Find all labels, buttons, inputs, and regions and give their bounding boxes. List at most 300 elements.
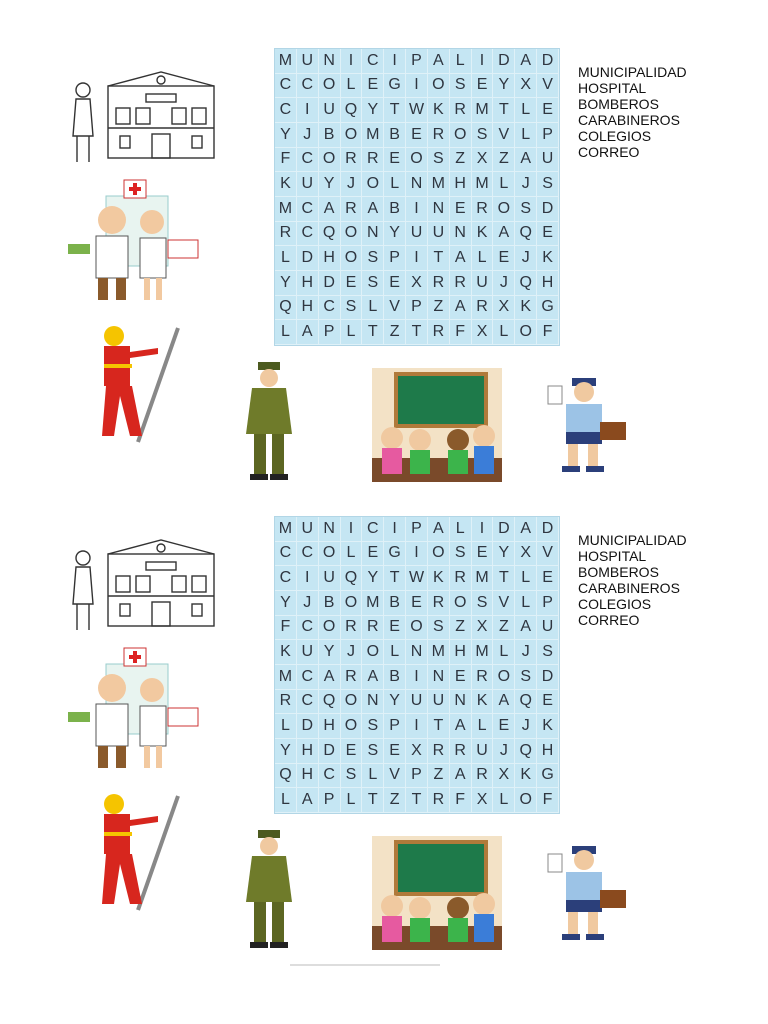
grid-letter: B — [384, 591, 406, 616]
grid-letter: T — [406, 320, 428, 345]
grid-letter: R — [362, 616, 384, 641]
grid-letter: A — [362, 197, 384, 222]
grid-letter: D — [537, 517, 559, 542]
police-illustration — [240, 828, 300, 950]
grid-letter: M — [362, 123, 384, 148]
grid-letter: C — [275, 98, 297, 123]
grid-letter: E — [384, 271, 406, 296]
grid-letter: Q — [341, 566, 363, 591]
grid-letter: E — [493, 246, 515, 271]
grid-letter: N — [406, 640, 428, 665]
grid-letter: Y — [362, 98, 384, 123]
grid-letter: Y — [362, 566, 384, 591]
word-item: BOMBEROS — [578, 96, 659, 112]
grid-letter: R — [428, 739, 450, 764]
grid-letter: I — [406, 246, 428, 271]
grid-letter: Z — [493, 616, 515, 641]
grid-letter: R — [275, 690, 297, 715]
grid-letter: A — [515, 148, 537, 173]
grid-letter: X — [406, 739, 428, 764]
grid-letter: V — [537, 74, 559, 99]
grid-letter: L — [275, 788, 297, 813]
word-item: MUNICIPALIDAD — [578, 532, 687, 548]
firefighter-illustration — [96, 324, 182, 446]
grid-letter: R — [428, 591, 450, 616]
grid-letter: T — [384, 98, 406, 123]
grid-letter: Y — [384, 690, 406, 715]
grid-letter: P — [537, 123, 559, 148]
word-item: CORREO — [578, 144, 640, 160]
grid-letter: D — [297, 246, 319, 271]
grid-letter: C — [297, 74, 319, 99]
grid-letter: H — [450, 172, 472, 197]
grid-letter: T — [362, 320, 384, 345]
grid-letter: P — [406, 517, 428, 542]
grid-letter: X — [493, 296, 515, 321]
grid-letter: U — [319, 98, 341, 123]
grid-letter: M — [275, 665, 297, 690]
grid-letter: P — [406, 296, 428, 321]
grid-letter: O — [341, 714, 363, 739]
word-search-section-2 — [0, 516, 768, 976]
grid-letter: S — [341, 764, 363, 789]
grid-letter: X — [515, 542, 537, 567]
grid-letter: A — [450, 764, 472, 789]
grid-letter: R — [450, 739, 472, 764]
grid-letter: M — [472, 640, 494, 665]
grid-letter: U — [406, 690, 428, 715]
grid-letter: E — [406, 591, 428, 616]
grid-letter: N — [406, 172, 428, 197]
grid-letter: L — [362, 764, 384, 789]
grid-letter: Q — [341, 98, 363, 123]
grid-letter: M — [472, 98, 494, 123]
grid-letter: N — [450, 690, 472, 715]
grid-letter: X — [472, 148, 494, 173]
grid-letter: Z — [450, 616, 472, 641]
grid-letter: U — [428, 222, 450, 247]
grid-letter: A — [362, 665, 384, 690]
grid-letter: H — [319, 714, 341, 739]
grid-letter: F — [275, 148, 297, 173]
grid-letter: U — [297, 49, 319, 74]
grid-letter: S — [537, 172, 559, 197]
grid-letter: B — [319, 591, 341, 616]
grid-letter: R — [341, 148, 363, 173]
grid-letter: U — [319, 566, 341, 591]
grid-letter: E — [493, 714, 515, 739]
grid-letter: A — [515, 49, 537, 74]
grid-letter: Q — [515, 271, 537, 296]
grid-letter: E — [406, 123, 428, 148]
grid-letter: R — [472, 296, 494, 321]
grid-letter: O — [341, 222, 363, 247]
hospital-illustration — [68, 178, 204, 306]
grid-letter: L — [275, 320, 297, 345]
grid-letter: Y — [275, 123, 297, 148]
word-item: COLEGIOS — [578, 128, 652, 144]
grid-letter: Z — [384, 320, 406, 345]
grid-letter: S — [362, 271, 384, 296]
grid-letter: V — [384, 764, 406, 789]
grid-letter: L — [493, 788, 515, 813]
grid-letter: Y — [275, 271, 297, 296]
grid-letter: D — [493, 517, 515, 542]
grid-letter: H — [297, 739, 319, 764]
grid-letter: O — [319, 542, 341, 567]
grid-letter: C — [297, 690, 319, 715]
grid-letter: V — [493, 123, 515, 148]
grid-letter: A — [297, 788, 319, 813]
letter-grid — [274, 48, 560, 346]
grid-letter: R — [341, 616, 363, 641]
grid-letter: O — [450, 123, 472, 148]
grid-letter: L — [362, 296, 384, 321]
grid-letter: J — [515, 172, 537, 197]
grid-letter: S — [362, 246, 384, 271]
grid-letter: V — [537, 542, 559, 567]
grid-letter: O — [341, 123, 363, 148]
grid-letter: R — [428, 320, 450, 345]
grid-letter: S — [450, 542, 472, 567]
grid-letter: C — [362, 517, 384, 542]
grid-letter: X — [406, 271, 428, 296]
grid-letter: Y — [384, 222, 406, 247]
firefighter-illustration — [96, 792, 182, 914]
grid-letter: H — [537, 271, 559, 296]
grid-letter: O — [515, 320, 537, 345]
grid-letter: R — [450, 98, 472, 123]
grid-letter: A — [515, 616, 537, 641]
grid-letter: J — [341, 640, 363, 665]
grid-letter: J — [493, 271, 515, 296]
grid-letter: O — [362, 172, 384, 197]
grid-letter: C — [297, 616, 319, 641]
grid-letter: E — [537, 566, 559, 591]
grid-letter: Q — [319, 690, 341, 715]
grid-letter: A — [319, 197, 341, 222]
grid-letter: E — [537, 222, 559, 247]
grid-letter: K — [537, 246, 559, 271]
grid-letter: D — [537, 49, 559, 74]
grid-letter: I — [384, 517, 406, 542]
grid-letter: D — [537, 665, 559, 690]
grid-letter: A — [450, 246, 472, 271]
grid-letter: L — [341, 542, 363, 567]
grid-letter: X — [515, 74, 537, 99]
grid-letter: K — [275, 172, 297, 197]
grid-letter: M — [275, 517, 297, 542]
grid-letter: E — [472, 542, 494, 567]
grid-letter: R — [472, 665, 494, 690]
grid-letter: Q — [275, 764, 297, 789]
grid-letter: M — [362, 591, 384, 616]
grid-letter: Y — [493, 542, 515, 567]
grid-letter: J — [297, 123, 319, 148]
grid-letter: L — [472, 246, 494, 271]
grid-letter: O — [515, 788, 537, 813]
grid-letter: Z — [384, 788, 406, 813]
grid-letter: I — [472, 517, 494, 542]
grid-letter: J — [341, 172, 363, 197]
grid-letter: L — [341, 74, 363, 99]
grid-letter: B — [384, 197, 406, 222]
grid-letter: S — [362, 739, 384, 764]
grid-letter: Y — [493, 74, 515, 99]
grid-letter: A — [450, 714, 472, 739]
grid-letter: B — [384, 665, 406, 690]
grid-letter: Q — [515, 222, 537, 247]
postman-illustration — [546, 374, 630, 474]
grid-letter: F — [450, 320, 472, 345]
grid-letter: L — [515, 566, 537, 591]
grid-letter: J — [515, 246, 537, 271]
grid-letter: I — [341, 517, 363, 542]
grid-letter: T — [493, 566, 515, 591]
grid-letter: G — [384, 542, 406, 567]
grid-letter: C — [297, 222, 319, 247]
grid-letter: R — [472, 197, 494, 222]
word-item: MUNICIPALIDAD — [578, 64, 687, 80]
grid-letter: I — [384, 49, 406, 74]
grid-letter: U — [406, 222, 428, 247]
grid-letter: E — [384, 616, 406, 641]
hospital-illustration — [68, 646, 204, 774]
grid-letter: I — [297, 98, 319, 123]
grid-letter: R — [450, 271, 472, 296]
grid-letter: R — [428, 271, 450, 296]
grid-letter: H — [297, 764, 319, 789]
grid-letter: D — [493, 49, 515, 74]
grid-letter: K — [275, 640, 297, 665]
grid-letter: R — [472, 764, 494, 789]
grid-letter: L — [493, 172, 515, 197]
grid-letter: P — [319, 788, 341, 813]
grid-letter: L — [515, 123, 537, 148]
grid-letter: Z — [493, 148, 515, 173]
grid-letter: C — [275, 74, 297, 99]
grid-letter: K — [428, 566, 450, 591]
grid-letter: N — [362, 222, 384, 247]
grid-letter: E — [362, 542, 384, 567]
grid-letter: F — [537, 788, 559, 813]
grid-letter: W — [406, 98, 428, 123]
grid-letter: L — [493, 320, 515, 345]
grid-letter: F — [450, 788, 472, 813]
grid-letter: F — [275, 616, 297, 641]
grid-letter: Z — [428, 764, 450, 789]
grid-letter: R — [341, 197, 363, 222]
word-item: HOSPITAL — [578, 548, 647, 564]
grid-letter: T — [362, 788, 384, 813]
grid-letter: R — [275, 222, 297, 247]
grid-letter: L — [450, 49, 472, 74]
grid-letter: V — [493, 591, 515, 616]
grid-letter: A — [428, 49, 450, 74]
grid-letter: J — [493, 739, 515, 764]
grid-letter: U — [297, 172, 319, 197]
grid-letter: S — [537, 640, 559, 665]
grid-letter: U — [428, 690, 450, 715]
grid-letter: K — [428, 98, 450, 123]
grid-letter: M — [275, 49, 297, 74]
grid-letter: J — [515, 714, 537, 739]
grid-letter: B — [384, 123, 406, 148]
grid-letter: U — [537, 616, 559, 641]
grid-letter: A — [450, 296, 472, 321]
grid-letter: E — [450, 197, 472, 222]
grid-letter: P — [406, 764, 428, 789]
grid-letter: E — [384, 739, 406, 764]
grid-letter: U — [472, 271, 494, 296]
grid-letter: D — [297, 714, 319, 739]
grid-letter: O — [319, 148, 341, 173]
grid-letter: K — [472, 222, 494, 247]
grid-letter: Y — [319, 172, 341, 197]
grid-letter: O — [319, 74, 341, 99]
grid-letter: G — [384, 74, 406, 99]
grid-letter: L — [275, 246, 297, 271]
grid-letter: K — [515, 764, 537, 789]
grid-letter: M — [428, 640, 450, 665]
grid-letter: N — [362, 690, 384, 715]
grid-letter: I — [341, 49, 363, 74]
word-item: HOSPITAL — [578, 80, 647, 96]
grid-letter: H — [297, 271, 319, 296]
grid-letter: Q — [515, 739, 537, 764]
grid-letter: H — [297, 296, 319, 321]
grid-letter: E — [450, 665, 472, 690]
grid-letter: R — [362, 148, 384, 173]
grid-letter: I — [406, 74, 428, 99]
grid-letter: K — [537, 714, 559, 739]
grid-letter: S — [450, 74, 472, 99]
grid-letter: E — [537, 98, 559, 123]
grid-letter: P — [384, 714, 406, 739]
grid-letter: I — [406, 197, 428, 222]
grid-letter: Z — [428, 296, 450, 321]
grid-letter: S — [428, 148, 450, 173]
grid-letter: T — [384, 566, 406, 591]
grid-letter: N — [319, 517, 341, 542]
grid-letter: S — [515, 197, 537, 222]
grid-letter: C — [297, 197, 319, 222]
grid-letter: E — [537, 690, 559, 715]
school-illustration — [372, 836, 502, 950]
grid-letter: L — [341, 788, 363, 813]
grid-letter: T — [493, 98, 515, 123]
grid-letter: X — [493, 764, 515, 789]
grid-letter: R — [450, 566, 472, 591]
grid-letter: Y — [319, 640, 341, 665]
grid-letter: C — [297, 542, 319, 567]
grid-letter: O — [450, 591, 472, 616]
grid-letter: O — [428, 74, 450, 99]
grid-letter: Q — [275, 296, 297, 321]
grid-letter: L — [472, 714, 494, 739]
grid-letter: Q — [319, 222, 341, 247]
grid-letter: S — [341, 296, 363, 321]
grid-letter: K — [515, 296, 537, 321]
municipality-illustration — [68, 66, 218, 166]
grid-letter: T — [428, 714, 450, 739]
grid-letter: A — [297, 320, 319, 345]
grid-letter: L — [515, 591, 537, 616]
police-illustration — [240, 360, 300, 482]
grid-letter: O — [493, 197, 515, 222]
grid-letter: M — [472, 566, 494, 591]
grid-letter: C — [362, 49, 384, 74]
grid-letter: Q — [515, 690, 537, 715]
grid-letter: C — [275, 566, 297, 591]
grid-letter: I — [406, 665, 428, 690]
grid-letter: N — [319, 49, 341, 74]
grid-letter: O — [341, 591, 363, 616]
word-list — [578, 532, 687, 628]
grid-letter: A — [428, 517, 450, 542]
grid-letter: L — [450, 517, 472, 542]
grid-letter: R — [428, 788, 450, 813]
grid-letter: C — [319, 764, 341, 789]
grid-letter: J — [297, 591, 319, 616]
letter-grid — [274, 516, 560, 814]
grid-letter: P — [319, 320, 341, 345]
grid-letter: B — [319, 123, 341, 148]
grid-letter: A — [515, 517, 537, 542]
grid-letter: R — [341, 665, 363, 690]
word-item: CORREO — [578, 612, 640, 628]
grid-letter: E — [384, 148, 406, 173]
word-search-section-1 — [0, 48, 768, 508]
grid-letter: G — [537, 764, 559, 789]
grid-letter: E — [472, 74, 494, 99]
grid-letter: A — [493, 222, 515, 247]
grid-letter: H — [537, 739, 559, 764]
grid-letter: D — [319, 271, 341, 296]
grid-letter: Y — [275, 591, 297, 616]
grid-letter: I — [472, 49, 494, 74]
grid-letter: I — [406, 542, 428, 567]
grid-letter: C — [297, 148, 319, 173]
grid-letter: X — [472, 616, 494, 641]
grid-letter: Y — [275, 739, 297, 764]
grid-letter: P — [406, 49, 428, 74]
grid-letter: L — [341, 320, 363, 345]
grid-letter: W — [406, 566, 428, 591]
municipality-illustration — [68, 534, 218, 634]
grid-letter: T — [428, 246, 450, 271]
grid-letter: J — [515, 640, 537, 665]
grid-letter: H — [319, 246, 341, 271]
grid-letter: I — [406, 714, 428, 739]
grid-letter: N — [428, 197, 450, 222]
grid-letter: I — [297, 566, 319, 591]
grid-letter: C — [275, 542, 297, 567]
grid-letter: U — [472, 739, 494, 764]
grid-letter: M — [275, 197, 297, 222]
grid-letter: U — [297, 517, 319, 542]
footer-line — [290, 964, 440, 966]
grid-letter: X — [472, 788, 494, 813]
postman-illustration — [546, 842, 630, 942]
grid-letter: E — [341, 271, 363, 296]
grid-letter: O — [406, 148, 428, 173]
grid-letter: R — [428, 123, 450, 148]
grid-letter: H — [450, 640, 472, 665]
grid-letter: L — [384, 172, 406, 197]
grid-letter: X — [472, 320, 494, 345]
grid-letter: F — [537, 320, 559, 345]
